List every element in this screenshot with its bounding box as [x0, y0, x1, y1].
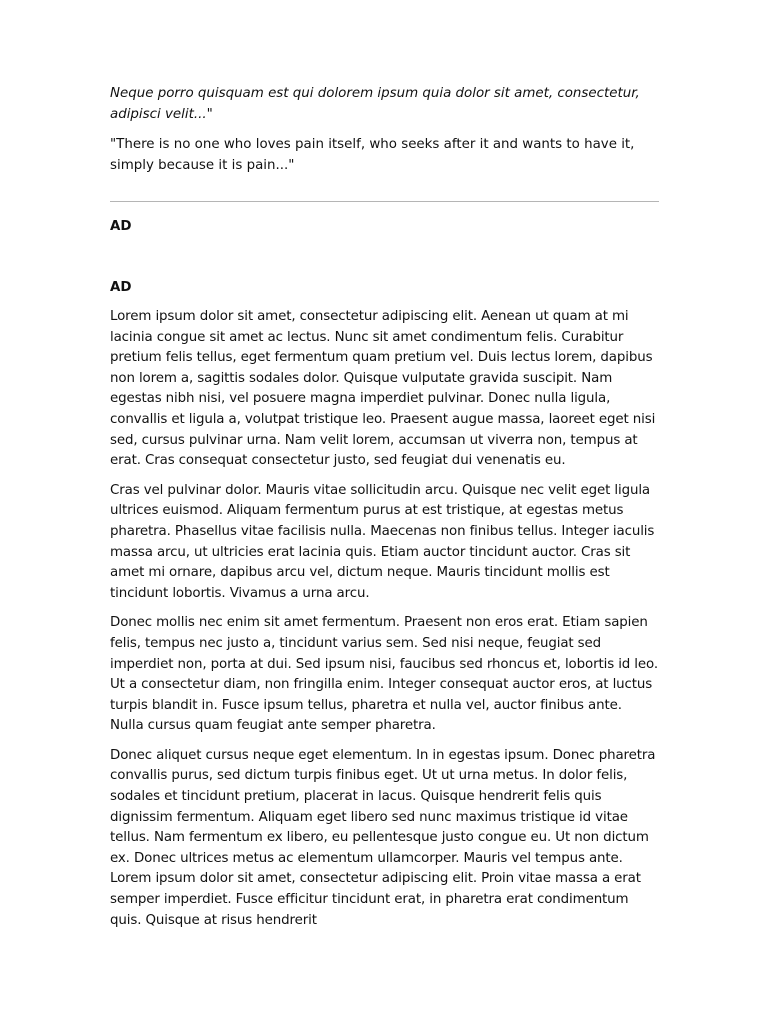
ad-label: AD: [110, 280, 132, 295]
body-text: [110, 307, 659, 931]
english-quote: "There is no one who loves pain itself, who seeks after it and wants to have it, simply because it is pain...": [110, 137, 635, 173]
ad-label: AD: [110, 219, 132, 234]
paragraph: Donec mollis nec enim sit amet fermentum. Praesent non eros erat. Etiam sapien felis, tempus nec justo a, tincidunt varius sem. Sed nisi neque, feugiat sed imperdiet non, porta at dui. Sed ipsum nisi, faucibus sed rhoncus et, lobortis id leo. Ut a consectetur diam, non fringilla enim. Integer consequat auctor eros, at luctus turpis blandit in. Fusce ipsum tellus, pharetra et nulla vel, auctor finibus ante. Nulla cursus quam feugiat ante semper pharetra.: [110, 615, 659, 734]
document-page: [110, 84, 659, 931]
paragraph: Donec aliquet cursus neque eget elementum. In in egestas ipsum. Donec pharetra convallis purus, sed dictum turpis finibus eget. Ut ut urna metus. In dolor felis, sodales et tincidunt pretium, placerat in lacus. Quisque hendrerit felis quis dignissim fermentum. Aliquam eget libero sed nunc maximus tristique id vitae tellus. Nam fermentum ex libero, eu pellentesque justo congue eu. Ut non dictum ex. Donec ultrices metus ac elementum ullamcorper. Mauris vel tempus ante. Lorem ipsum dolor sit amet, consectetur adipiscing elit. Proin vitae massa a erat semper imperdiet. Fusce efficitur tincidunt erat, in pharetra erat condimentum quis. Quisque at risus hendrerit: [110, 747, 656, 928]
section-divider: [110, 201, 659, 202]
paragraph: Lorem ipsum dolor sit amet, consectetur adipiscing elit. Aenean ut quam at mi lacinia congue sit amet ac lectus. Nunc sit amet condimentum felis. Curabitur pretium felis tellus, eget fermentum quam pretium vel. Duis lectus lorem, dapibus non lorem a, sagittis sodales dolor. Quisque vulputate gravida suscipit. Nam egestas nibh nisi, vel posuere magna imperdiet pulvinar. Donec nulla ligula, convallis et ligula a, volutpat tristique leo. Praesent augue massa, laoreet eget nisi sed, cursus pulvinar urna. Nam velit lorem, accumsan ut viverra non, tempus at erat. Cras consequat consectetur justo, sed feugiat dui venenatis eu.: [110, 309, 656, 469]
paragraph: Cras vel pulvinar dolor. Mauris vitae sollicitudin arcu. Quisque nec velit eget ligula ultrices euismod. Aliquam fermentum purus at est tristique, at egestas metus pharetra. Phasellus vitae facilisis nulla. Maecenas non finibus tellus. Integer iaculis massa arcu, ut ultricies erat lacinia quis. Etiam auctor tincidunt auctor. Cras sit amet mi ornare, dapibus arcu vel, dictum neque. Mauris tincidunt mollis est tincidunt lobortis. Vivamus a urna arcu.: [110, 482, 655, 601]
latin-quote: Neque porro quisquam est qui dolorem ipsum quia dolor sit amet, consectetur, adipisci velit...": [110, 86, 640, 122]
